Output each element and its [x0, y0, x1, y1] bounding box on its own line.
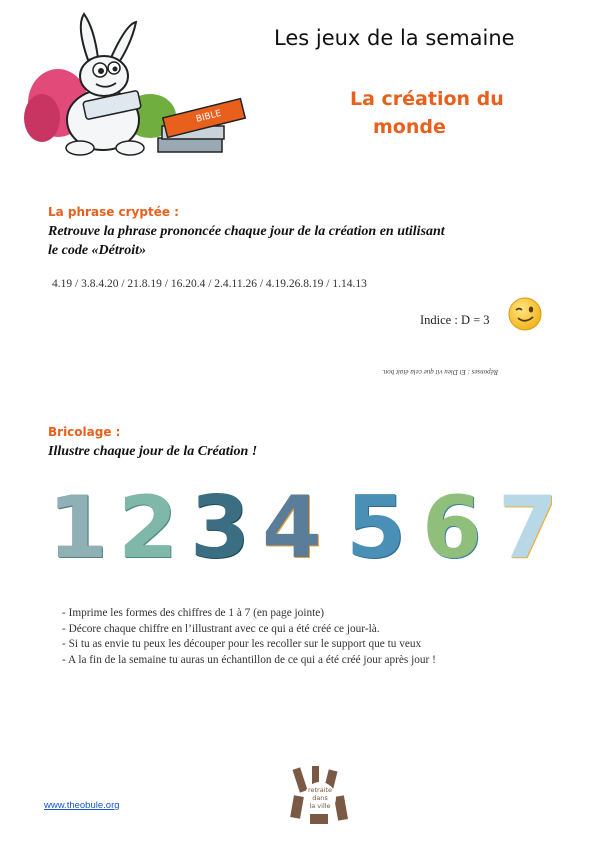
digit-1: 1 — [48, 478, 108, 578]
digit-5: 5 — [346, 478, 406, 578]
list-item: - Si tu as envie tu peux les découper pour les recoller sur le support que tu veux — [62, 638, 422, 650]
digit-7: 7 — [498, 478, 558, 578]
digit-2: 2 — [118, 478, 178, 578]
cryptee-code: 4.19 / 3.8.4.20 / 21.8.19 / 16.20.4 / 2.4.11.26 / 4.19.26.8.19 / 1.14.13 — [52, 278, 367, 290]
list-item: - A la fin de la semaine tu auras un échantillon de ce qui a été créé jour après jour ! — [62, 653, 436, 666]
svg-text:BIBLE: BIBLE — [195, 108, 223, 125]
bricolage-instruction: Illustre chaque jour de la Création ! — [48, 444, 258, 459]
upside-down-answer: Réponses : Et Dieu vit que cela était bon. — [382, 368, 499, 376]
logo-text-3: la ville — [309, 802, 331, 810]
digit-3: 3 — [190, 478, 250, 578]
cryptee-instruction-line2: le code «Détroit» — [48, 243, 146, 258]
cryptee-instruction-line1: Retrouve la phrase prononcée chaque jour de la création en utilisant — [48, 224, 445, 239]
list-item: - Imprime les formes des chiffres de 1 à 7 (en page jointe) — [62, 607, 325, 619]
page-subtitle-line2: monde — [373, 116, 446, 138]
digit-4: 4 — [262, 478, 322, 578]
page-subtitle-line1: La création du — [350, 88, 504, 110]
digit-6: 6 — [422, 478, 482, 578]
logo-text-2: dans — [312, 794, 328, 802]
hint-text: Indice : D = 3 — [420, 313, 490, 327]
cryptee-heading: La phrase cryptée : — [48, 205, 179, 219]
instructions-list — [62, 606, 436, 668]
bricolage-heading: Bricolage : — [48, 425, 121, 439]
winking-emoji-icon — [508, 297, 542, 331]
website-link[interactable]: www.theobule.org — [44, 800, 120, 811]
logo-text-1: retraite — [307, 786, 333, 794]
list-item: - Décore chaque chiffre en l’illustrant avec ce qui a été créé ce jour-là. — [62, 622, 380, 635]
retraite-dans-la-ville-logo — [290, 766, 350, 828]
rabbit-reading-illustration — [18, 8, 253, 163]
page-title: Les jeux de la semaine — [274, 26, 515, 50]
